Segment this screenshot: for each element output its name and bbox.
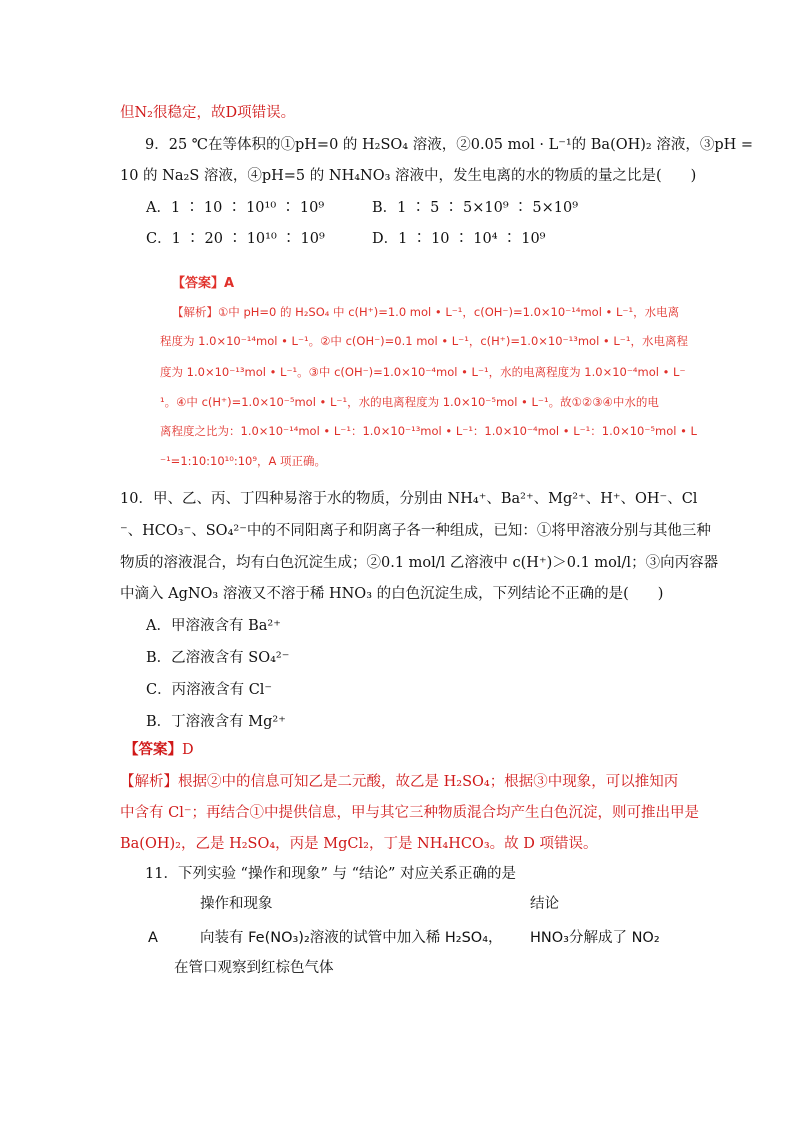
q10-stem-line-1: 10．甲、乙、丙、丁四种易溶于水的物质，分别由 NH₄⁺、Ba²⁺、Mg²⁺、H⁺、OH⁻、Cl [120, 491, 698, 507]
q10-option-c: C．丙溶液含有 Cl⁻ [146, 682, 273, 698]
q9-option-c: C．1 ∶ 20 ∶ 10¹⁰ ∶ 10⁹ [146, 231, 325, 247]
q9-option-d: D．1 ∶ 10 ∶ 10⁴ ∶ 10⁹ [372, 231, 546, 247]
q9-option-a: A．1 ∶ 10 ∶ 10¹⁰ ∶ 10⁹ [146, 200, 325, 216]
q9-answer [172, 274, 234, 294]
q10-option-a: A．甲溶液含有 Ba²⁺ [146, 618, 281, 634]
q9-analysis-line-3: 度为 1.0×10⁻¹³mol • L⁻¹。③中 c(OH⁻)=1.0×10⁻⁴mol • L⁻¹，水的电离程度为 1.0×10⁻⁴mol • L⁻ [160, 365, 686, 379]
q10-answer-tag: 【答案】 [124, 741, 182, 758]
q10-stem-line-4: 中滴入 AgNO₃ 溶液又不溶于稀 HNO₃ 的白色沉淀生成，下列结论不正确的是( ) [120, 586, 664, 602]
q9-analysis-line-1: 【解析】①中 pH=0 的 H₂SO₄ 中 c(H⁺)=1.0 mol • L⁻¹，c(OH⁻)=1.0×10⁻¹⁴mol • L⁻¹，水电离 [172, 305, 680, 319]
q9-option-b: B．1 ∶ 5 ∶ 5×10⁹ ∶ 5×10⁹ [372, 200, 579, 216]
q9-analysis-line-2: 程度为 1.0×10⁻¹⁴mol • L⁻¹。②中 c(OH⁻)=0.1 mol • L⁻¹，c(H⁺)=1.0×10⁻¹³mol • L⁻¹，水电离程 [160, 334, 688, 348]
q11-stem: 11．下列实验 “操作和现象” 与 “结论” 对应关系正确的是 [145, 866, 517, 882]
q11-row-a-letter: A [148, 930, 158, 946]
q10-analysis-line-2: 中含有 Cl⁻；再结合①中提供信息，甲与其它三种物质混合均产生白色沉淀，则可推出甲是 [120, 805, 699, 821]
q9-answer-value: A [224, 276, 235, 291]
q9-answer-tag: 【答案】 [172, 276, 225, 291]
q10-analysis-line-1: 【解析】根据②中的信息可知乙是二元酸，故乙是 H₂SO₄；根据③中现象，可以推知丙 [120, 774, 679, 790]
q9-analysis-line-6: ⁻¹=1:10:10¹⁰:10⁹，A 项正确。 [160, 454, 327, 468]
q9-stem-line-1: 9．25 ℃在等体积的①pH=0 的 H₂SO₄ 溶液，②0.05 mol · L⁻¹的 Ba(OH)₂ 溶液，③pH = [145, 137, 754, 153]
q9-stem-line-2: 10 的 Na₂S 溶液，④pH=5 的 NH₄NO₃ 溶液中，发生电离的水的物质的量之比是( ) [120, 168, 697, 184]
q10-stem-line-2: ⁻、HCO₃⁻、SO₄²⁻中的不同阳离子和阴离子各一种组成，已知：①将甲溶液分别与其他三种 [120, 523, 711, 539]
q11-header-operation: 操作和现象 [200, 896, 273, 912]
q10-answer-value: D [182, 742, 194, 758]
q11-row-a-operation-line-2: 在管口观察到红棕色气体 [174, 960, 334, 976]
previous-answer-ending: 但N₂很稳定，故D项错误。 [120, 105, 296, 121]
q11-header-conclusion: 结论 [530, 896, 559, 912]
q11-row-a-conclusion: HNO₃分解成了 NO₂ [530, 930, 660, 946]
q10-stem-line-3: 物质的溶液混合，均有白色沉淀生成；②0.1 mol/l 乙溶液中 c(H⁺)＞0.1 mol/l；③向丙容器 [120, 555, 719, 571]
q10-answer [124, 740, 194, 760]
q10-option-b: B．乙溶液含有 SO₄²⁻ [146, 650, 290, 666]
q11-row-a-operation-line-1: 向装有 Fe(NO₃)₂溶液的试管中加入稀 H₂SO₄， [200, 930, 503, 946]
q9-analysis-line-4: ¹。④中 c(H⁺)=1.0×10⁻⁵mol • L⁻¹，水的电离程度为 1.0×10⁻⁵mol • L⁻¹。故①②③④中水的电 [160, 395, 659, 409]
q10-analysis-line-3: Ba(OH)₂，乙是 H₂SO₄，丙是 MgCl₂，丁是 NH₄HCO₃。故 D 项错误。 [120, 836, 598, 852]
q9-analysis-line-5: 离程度之比为：1.0×10⁻¹⁴mol • L⁻¹：1.0×10⁻¹³mol • L⁻¹：1.0×10⁻⁴mol • L⁻¹：1.0×10⁻⁵mol • L [160, 424, 697, 438]
q10-option-d: B．丁溶液含有 Mg²⁺ [146, 714, 286, 730]
